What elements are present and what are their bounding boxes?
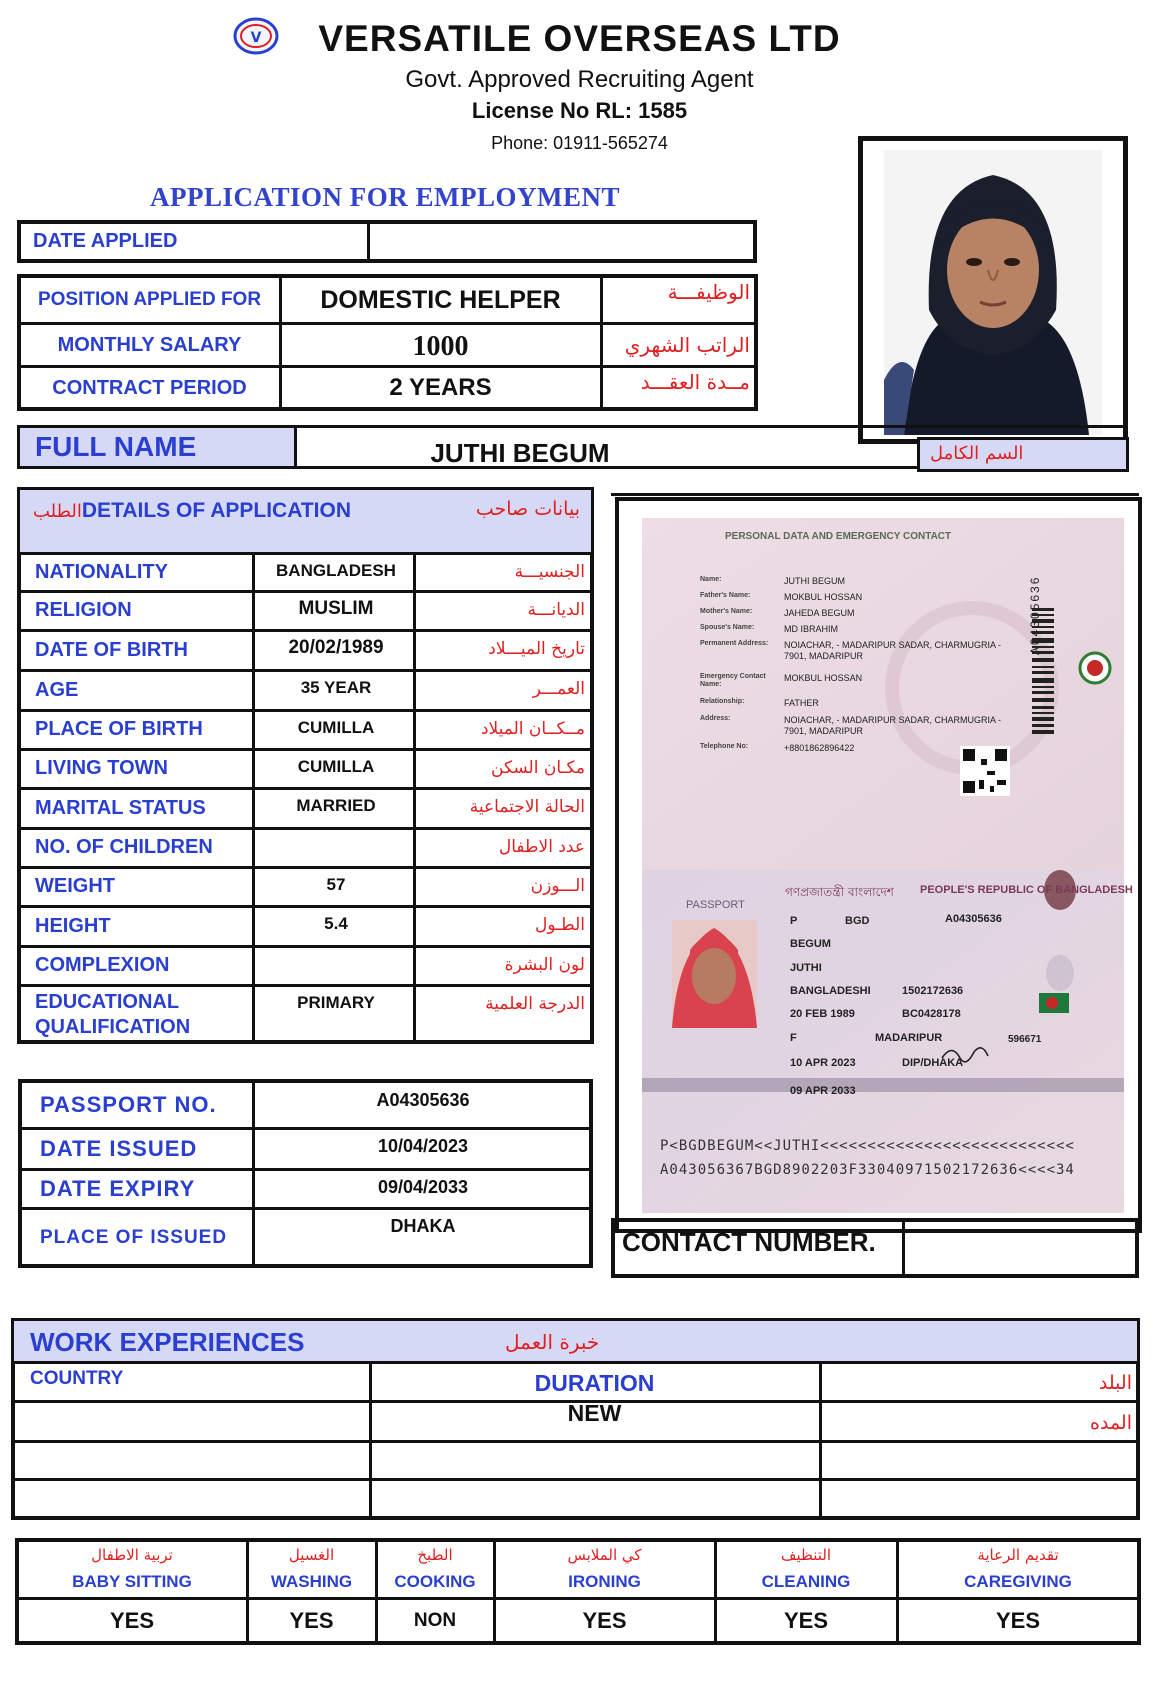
pp-mrz-line1: P<BGDBEGUM<<JUTHI<<<<<<<<<<<<<<<<<<<<<<<<<<< (660, 1138, 1075, 1154)
position-label-ar: الوظيفـــة (667, 280, 750, 304)
contract-label: CONTRACT PERIOD (52, 376, 247, 399)
skill-value-2[interactable]: NON (413, 1610, 457, 1631)
passport-label-1: DATE ISSUED (40, 1135, 198, 1161)
applicant-photo (884, 150, 1102, 435)
company-phone: Phone: 01911-565274 (491, 133, 668, 153)
work-col-country-ar: البلد (1098, 1372, 1132, 1394)
pp-field-key-1: Father's Name: (700, 592, 751, 599)
details-label-ar-8: الـــوزن (530, 876, 585, 896)
full-name-value[interactable]: JUTHI BEGUM (430, 437, 610, 468)
pp-field-key-5: Emergency Contact Name: (700, 673, 766, 688)
details-label-ar-3: العمـــر (532, 679, 585, 699)
pp-pob: MADARIPUR (875, 1032, 943, 1044)
pp-field-value-4: NOIACHAR, - MADARIPUR SADAR, CHARMUGRIA - 7901, MADARIPUR (784, 640, 1002, 661)
details-value-1[interactable]: MUSLIM (298, 598, 374, 619)
full-name-label: FULL NAME (35, 431, 197, 462)
pp-number: A04305636 (945, 913, 1002, 925)
pp-field-value-2: JAHEDA BEGUM (784, 608, 855, 618)
details-label-0: NATIONALITY (35, 560, 168, 583)
form-title: APPLICATION FOR EMPLOYMENT (150, 182, 620, 212)
pp-field-value-3: MD IBRAHIM (784, 624, 838, 634)
skill-label-1: WASHING (270, 1572, 353, 1591)
details-label-1: RELIGION (35, 599, 132, 621)
pp-passport-word: PASSPORT (686, 899, 745, 911)
skill-label-ar-1: الغسيل (288, 1546, 335, 1564)
details-label-2: DATE OF BIRTH (35, 638, 188, 661)
license-number: License No RL: 1585 (471, 98, 688, 123)
contact-field[interactable] (910, 1220, 1130, 1274)
skill-value-1[interactable]: YES (289, 1608, 334, 1633)
details-label-ar-11: الدرجة العلمية (485, 994, 585, 1014)
details-label-9: HEIGHT (35, 914, 111, 937)
pp-field-key-0: Name: (700, 576, 722, 583)
date-applied-label: DATE APPLIED (33, 230, 178, 252)
passport-value-0[interactable]: A04305636 (376, 1089, 470, 1110)
details-value-2[interactable]: 20/02/1989 (288, 637, 384, 658)
details-label-8: WEIGHT (35, 875, 115, 897)
skill-label-ar-0: تربية الاطفال (91, 1546, 173, 1564)
skill-value-3[interactable]: YES (582, 1608, 627, 1633)
skill-value-5[interactable]: YES (995, 1608, 1041, 1633)
details-label-ar-2: تاريخ الميـــلاد (488, 639, 585, 659)
details-value-11[interactable]: PRIMARY (297, 993, 375, 1012)
details-label-10: COMPLEXION (35, 954, 170, 976)
pp-field-value-0: JUTHI BEGUM (784, 576, 846, 586)
details-title-ar: بيانات صاحب (475, 498, 580, 520)
pp-field-key-6: Relationship: (700, 698, 745, 705)
pp-field-key-2: Mother's Name: (700, 608, 753, 615)
skill-label-ar-5: تقديم الرعاية (977, 1546, 1059, 1564)
pp-country-bn: গণপ্রজাতন্ত্রী বাংলাদেশ (785, 885, 894, 899)
pp-mrz-line2: A043056367BGD8902203F3304097150217263​6<<<<34 (660, 1162, 1075, 1178)
skill-value-4[interactable]: YES (783, 1608, 829, 1633)
details-label-ar-4: مــكــان الميلاد (480, 719, 585, 739)
details-value-3[interactable]: 35 YEAR (300, 678, 372, 697)
skill-label-3: IRONING (568, 1572, 641, 1591)
details-title-ar-left: الطلب (33, 500, 82, 522)
pp-country-en: PEOPLE'S REPUBLIC OF BANGLADESH (920, 884, 1133, 896)
skill-label-0: BABY SITTING (72, 1572, 192, 1591)
pp-field-value-1: MOKBUL HOSSAN (784, 592, 863, 602)
details-label-3: AGE (35, 678, 79, 701)
pp-field-value-8: +8801862896422 (784, 743, 855, 753)
pp-surname: BEGUM (790, 938, 831, 950)
pp-field-key-4: Permanent Address: (700, 640, 769, 647)
details-label-ar-9: الطـول (535, 915, 585, 935)
details-value-6[interactable]: MARRIED (296, 796, 376, 815)
salary-label: MONTHLY SALARY (57, 333, 242, 356)
pp-field-value-6: FATHER (784, 698, 819, 708)
details-label-ar-7: عدد الاطفال (498, 837, 585, 857)
pp-issue-no: 596671 (1008, 1034, 1042, 1045)
salary-value[interactable]: 1000 (412, 331, 469, 362)
details-label-6: MARITAL STATUS (35, 796, 206, 819)
skill-label-2: COOKING (394, 1572, 476, 1591)
passport-label-2: DATE EXPIRY (40, 1175, 196, 1201)
pp-prev-passport: BC0428178 (902, 1008, 961, 1020)
company-subtitle: Govt. Approved Recruiting Agent (405, 66, 754, 93)
details-label-11: EDUCATIONAL QUALIFICATION (35, 991, 191, 1038)
passport-value-3[interactable]: DHAKA (390, 1215, 456, 1236)
contract-label-ar: مــدة العقـــد (640, 370, 750, 394)
pp-field-value-7: NOIACHAR, - MADARIPUR SADAR, CHARMUGRIA - 7901, MADARIPUR (784, 715, 1002, 736)
skill-label-4: CLEANING (761, 1572, 851, 1591)
skill-label-ar-4: التنظيف (780, 1546, 832, 1564)
details-label-ar-1: الديانـــة (527, 600, 585, 620)
passport-value-2[interactable]: 09/04/2033 (377, 1176, 469, 1197)
details-value-7[interactable] (257, 829, 415, 863)
pp-dob: 20 FEB 1989 (790, 1008, 855, 1020)
passport-label-3: PLACE OF ISSUED (40, 1226, 228, 1248)
pp-expiry: 09 APR 2033 (790, 1085, 856, 1097)
work-col-country: COUNTRY (30, 1368, 124, 1389)
skill-value-0[interactable]: YES (109, 1608, 155, 1633)
pp-field-value-5: MOKBUL HOSSAN (784, 673, 863, 683)
passport-value-1[interactable]: 10/04/2023 (377, 1135, 469, 1156)
details-label-7: NO. OF CHILDREN (35, 836, 213, 858)
work-title: WORK EXPERIENCES (30, 1326, 305, 1357)
details-value-5[interactable]: CUMILLA (297, 757, 375, 776)
pp-field-key-8: Telephone No: (700, 743, 749, 750)
svg-text:V: V (250, 30, 262, 46)
skill-label-ar-2: الطبخ (417, 1546, 453, 1564)
details-title: DETAILS OF APPLICATION (81, 499, 351, 522)
details-value-9[interactable]: 5.4 (324, 914, 348, 933)
details-label-ar-6: الحالة الاجتماعية (469, 797, 585, 817)
details-label-5: LIVING TOWN (35, 757, 168, 779)
work-title-ar: خبرة العمل (505, 1330, 600, 1354)
skill-label-5: CAREGIVING (964, 1572, 1072, 1591)
pp-top-title: PERSONAL DATA AND EMERGENCY CONTACT (725, 531, 952, 542)
details-label-ar-5: مكـان السكن (491, 758, 585, 778)
details-value-8[interactable]: 57 (326, 875, 346, 894)
work-col-duration: DURATION (534, 1369, 655, 1396)
pp-nationality: BANGLADESHI (790, 985, 871, 997)
pp-issue-date: 10 APR 2023 (790, 1057, 856, 1069)
pp-sex: F (790, 1032, 797, 1044)
details-value-10[interactable] (257, 947, 415, 981)
passport-scan-image (642, 518, 1124, 1213)
pp-field-key-7: Address: (700, 715, 731, 722)
company-name: VERSATILE OVERSEAS LTD (318, 18, 841, 59)
details-value-4[interactable]: CUMILLA (297, 718, 375, 737)
details-value-0[interactable]: BANGLADESH (276, 561, 396, 580)
contact-label: CONTACT NUMBER. (622, 1226, 876, 1257)
position-label: POSITION APPLIED FOR (37, 289, 262, 310)
skill-label-ar-3: كي الملابس (567, 1546, 642, 1564)
pp-code: BGD (845, 915, 870, 927)
salary-label-ar: الراتب الشهري (624, 333, 750, 357)
pp-type: P (790, 915, 798, 927)
position-value[interactable]: DOMESTIC HELPER (320, 285, 561, 314)
date-applied-field[interactable] (372, 222, 752, 261)
contract-value[interactable]: 2 YEARS (389, 374, 492, 401)
passport-label-0: PASSPORT NO. (40, 1092, 217, 1118)
work-col-duration-ar: المده (1090, 1412, 1132, 1434)
full-name-label-ar: السم الكامل (930, 442, 1024, 464)
pp-personal-no: 1502172636 (902, 985, 964, 997)
details-label-ar-0: الجنسيـــة (514, 562, 585, 582)
details-label-4: PLACE OF BIRTH (35, 718, 203, 740)
pp-side-number: A04305636 (1028, 575, 1042, 655)
pp-given: JUTHI (790, 962, 822, 974)
pp-authority: DIP/DHAKA (902, 1057, 964, 1069)
details-label-ar-10: لون البشرة (504, 955, 585, 975)
work-row1-duration[interactable]: NEW (567, 1399, 622, 1426)
pp-field-key-3: Spouse's Name: (700, 624, 755, 631)
